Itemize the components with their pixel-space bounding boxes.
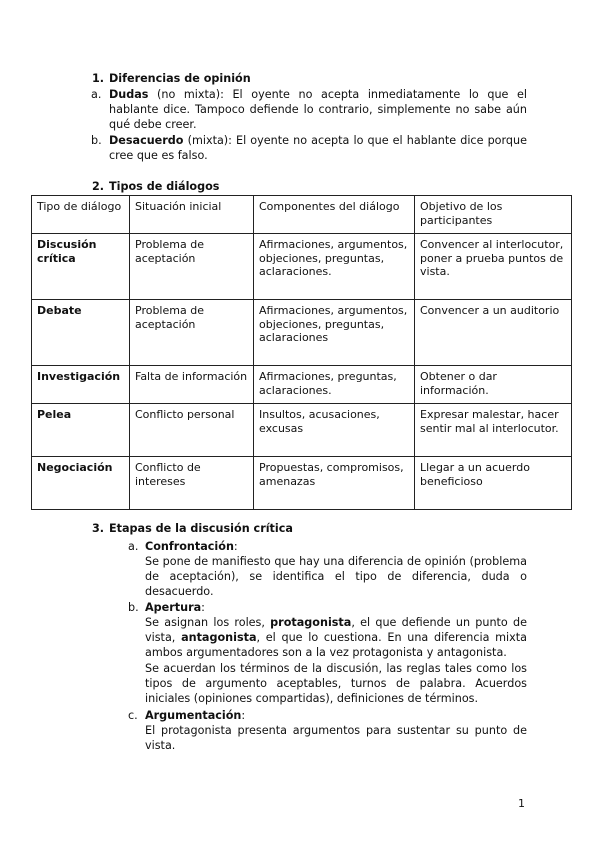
table-cell-situation: Problema de aceptación: [130, 300, 254, 366]
table-header-cell: Tipo de diálogo: [32, 196, 130, 234]
section-2-title: 2. Tipos de diálogos: [92, 180, 220, 193]
dialog-types-table: [31, 195, 572, 510]
table-cell-situation: Falta de información: [130, 366, 254, 404]
section-3-title: 3. Etapas de la discusión crítica: [92, 522, 293, 535]
table-cell-components: Afirmaciones, argumentos, objeciones, preguntas, aclaraciones: [254, 300, 415, 366]
stage-b-text-1: Se asignan los roles, protagonista, el que defiende un punto de vista, antagonista, el que lo cuestiona. En una diferencia mixta ambos argumentadores son a la vez protagonista y antagonista.: [145, 616, 527, 659]
stage-c-title: Argumentación:: [145, 709, 246, 722]
table-cell-situation: Conflicto personal: [130, 404, 254, 457]
stage-a-label: a.: [128, 540, 139, 553]
table-cell-type: Debate: [32, 300, 130, 366]
table-cell-situation: Problema de aceptación: [130, 234, 254, 300]
table-row: [32, 300, 572, 366]
stage-c-text: El protagonista presenta argumentos para sustentar su punto de vista.: [145, 724, 527, 752]
stage-a-title: Confrontación:: [145, 540, 238, 553]
table-cell-objective: Convencer a un auditorio: [415, 300, 572, 366]
table-header-cell: Componentes del diálogo: [254, 196, 415, 234]
table-cell-objective: Obtener o dar información.: [415, 366, 572, 404]
section-1-item-b: b. Desacuerdo (mixta): El oyente no acepta lo que el hablante dice porque cree que es falso.: [91, 134, 527, 162]
table-row: [32, 404, 572, 457]
table-row: [32, 457, 572, 510]
table-cell-objective: Expresar malestar, hacer sentir mal al interlocutor.: [415, 404, 572, 457]
table-header-cell: Objetivo de los participantes: [415, 196, 572, 234]
table-cell-components: Afirmaciones, argumentos, objeciones, preguntas, aclaraciones.: [254, 234, 415, 300]
table-row: [32, 366, 572, 404]
table-header-cell: Situación inicial: [130, 196, 254, 234]
table-cell-components: Insultos, acusaciones, excusas: [254, 404, 415, 457]
section-1-title: 1. Diferencias de opinión: [92, 72, 251, 85]
page-number: 1: [518, 797, 525, 810]
table-cell-objective: Llegar a un acuerdo beneficioso: [415, 457, 572, 510]
table-cell-components: Afirmaciones, preguntas, aclaraciones.: [254, 366, 415, 404]
stage-b-label: b.: [128, 601, 139, 614]
table-cell-type: Pelea: [32, 404, 130, 457]
table-cell-type: Negociación: [32, 457, 130, 510]
section-1-item-a: a. Dudas (no mixta): El oyente no acepta inmediatamente lo que el hablante dice. Tampoco defiende lo contrario, simplemente no sabe aún qué debe creer.: [91, 88, 527, 131]
stage-c-label: c.: [128, 709, 138, 722]
stage-a-text: Se pone de manifiesto que hay una diferencia de opinión (problema de aceptación), se identifica el tipo de diferencia, duda o desacuerdo.: [145, 555, 527, 598]
table-cell-type: Discusión crítica: [32, 234, 130, 300]
table-cell-type: Investigación: [32, 366, 130, 404]
table-header-row: [32, 196, 572, 234]
table-cell-objective: Convencer al interlocutor, poner a prueba puntos de vista.: [415, 234, 572, 300]
stage-b-title: Apertura:: [145, 601, 205, 614]
stage-b-text-2: Se acuerdan los términos de la discusión, las reglas tales como los tipos de argumento aceptables, turnos de palabra. Acuerdos iniciales (opiniones compartidas), definiciones de términos.: [145, 662, 527, 705]
table-cell-situation: Conflicto de intereses: [130, 457, 254, 510]
table-cell-components: Propuestas, compromisos, amenazas: [254, 457, 415, 510]
table-row: [32, 234, 572, 300]
